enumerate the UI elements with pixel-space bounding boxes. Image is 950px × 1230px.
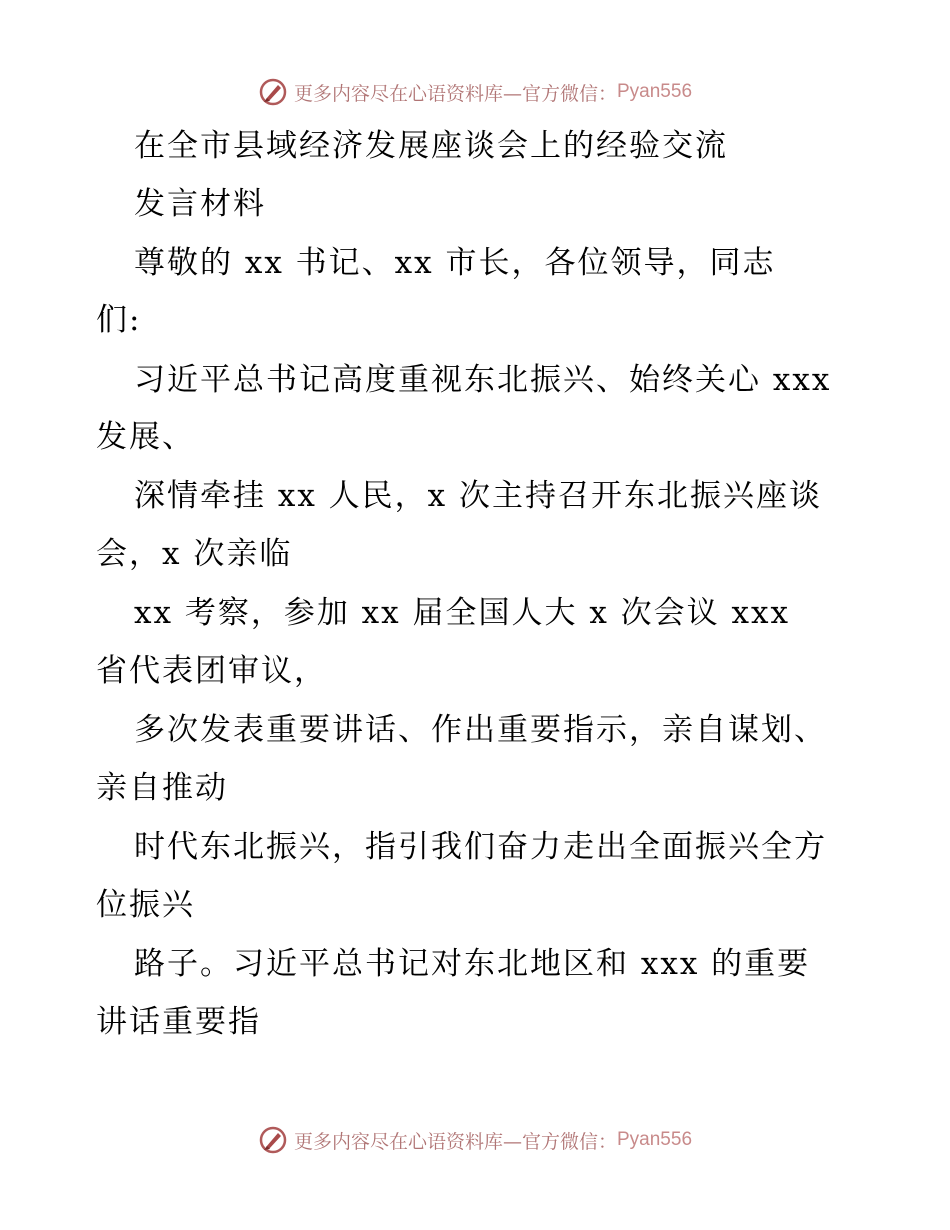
paragraph-line: 深情牵挂 xx 人民，x 次主持召开东北振兴座谈: [134, 478, 823, 514]
paragraph-line: xx 考察，参加 xx 届全国人大 x 次会议 xxx: [134, 595, 790, 631]
paragraph-line: 亲自推动: [96, 770, 228, 806]
doc-title-line-2: 发言材料: [134, 186, 266, 222]
paragraph-line: 省代表团审议，: [96, 653, 327, 689]
footer-watermark-text: 更多内容尽在心语资料库—官方微信：: [293, 1130, 617, 1153]
pen-seal-icon: [258, 77, 288, 107]
salutation-line-2: 们:: [96, 302, 142, 338]
paragraph-line: 路子。习近平总书记对东北地区和 xxx 的重要: [134, 946, 811, 982]
header-watermark-text: 更多内容尽在心语资料库—官方微信：: [293, 82, 617, 105]
header-watermark: [0, 72, 950, 112]
doc-title-line-1: 在全市县域经济发展座谈会上的经验交流: [134, 128, 728, 164]
paragraph-line: 习近平总书记高度重视东北振兴、始终关心 xxx: [134, 362, 832, 398]
footer-watermark: [0, 1120, 950, 1160]
paragraph-line: 发展、: [96, 419, 195, 455]
header-watermark-id: Pyan556: [617, 81, 693, 102]
paragraph-line: 位振兴: [96, 887, 195, 923]
footer-watermark-id: Pyan556: [617, 1129, 693, 1150]
pen-seal-icon: [258, 1125, 288, 1155]
paragraph-line: 讲话重要指: [96, 1004, 261, 1040]
paragraph-line: 时代东北振兴，指引我们奋力走出全面振兴全方: [134, 829, 827, 865]
paragraph-line: 多次发表重要讲话、作出重要指示，亲自谋划、: [134, 712, 827, 748]
salutation-line-1: 尊敬的 xx 书记、xx 市长，各位领导，同志: [134, 245, 776, 281]
paragraph-line: 会，x 次亲临: [96, 536, 293, 572]
